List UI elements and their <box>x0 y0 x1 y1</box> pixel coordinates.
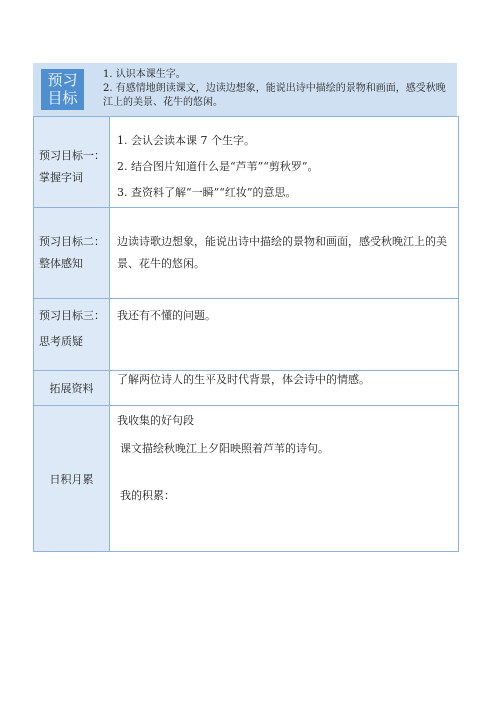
table-row-accumulation <box>34 406 459 552</box>
my-accumulation-label: 我的积累： <box>120 489 175 502</box>
preview-goals-badge <box>41 69 84 110</box>
row-label-subtitle: 思考质疑 <box>39 335 83 348</box>
preview-table <box>33 116 459 552</box>
vocab-item-1: 1. 会认会读本课 7 个生字。 <box>117 134 255 147</box>
preview-goals-header <box>33 63 457 116</box>
table-row-vocabulary <box>34 117 459 208</box>
collection-heading: 我收集的好句段 <box>117 414 194 427</box>
vocab-item-3: 3. 查资料了解“一瞬”“红妆”的意思。 <box>117 186 297 199</box>
row-content-cell <box>110 208 459 299</box>
row-label-cell <box>34 371 110 406</box>
row-label-title: 拓展资料 <box>49 382 94 395</box>
collection-prompt: 课文描绘秋晚江上夕阳映照着芦苇的诗句。 <box>120 442 329 455</box>
goals-summary <box>103 68 448 110</box>
row-label-title: 日积月累 <box>49 472 94 486</box>
perception-text: 边读诗歌边想象，能说出诗中描绘的景物和画面，感受秋晚江上的美景、花牛的悠闲。 <box>117 235 447 270</box>
extended-text: 了解两位诗人的生平及时代背景，体会诗中的情感。 <box>117 373 370 386</box>
badge-line-2: 目标 <box>47 89 78 107</box>
row-label-title: 预习目标三： <box>39 309 105 322</box>
row-label-cell <box>34 299 110 371</box>
row-label-cell <box>34 117 110 208</box>
goal-item-2: 2. 有感情地朗读课文，边读边想象，能说出诗中描绘的景物和画面，感受秋晚江上的美景、花牛的悠闲。 <box>103 83 446 108</box>
row-content-cell <box>110 406 459 552</box>
row-label-cell <box>34 208 110 299</box>
table-row-perception <box>34 208 459 299</box>
row-label-subtitle: 整体感知 <box>39 257 83 270</box>
row-label-title: 预习目标二： <box>39 235 105 248</box>
row-content-cell <box>110 371 459 406</box>
row-content-cell <box>110 117 459 208</box>
row-label-cell <box>34 406 110 552</box>
questions-text: 我还有不懂的问题。 <box>117 309 216 322</box>
row-label-subtitle: 掌握字词 <box>39 171 83 184</box>
goal-item-1: 1. 认识本课生字。 <box>103 69 186 80</box>
row-label-title: 预习目标一： <box>39 149 105 162</box>
badge-line-1: 预习 <box>47 71 78 89</box>
table-row-questions <box>34 299 459 371</box>
table-row-extended <box>34 371 459 406</box>
vocab-item-2: 2. 结合图片知道什么是“芦苇”“剪秋罗”。 <box>117 160 319 173</box>
row-content-cell <box>110 299 459 371</box>
